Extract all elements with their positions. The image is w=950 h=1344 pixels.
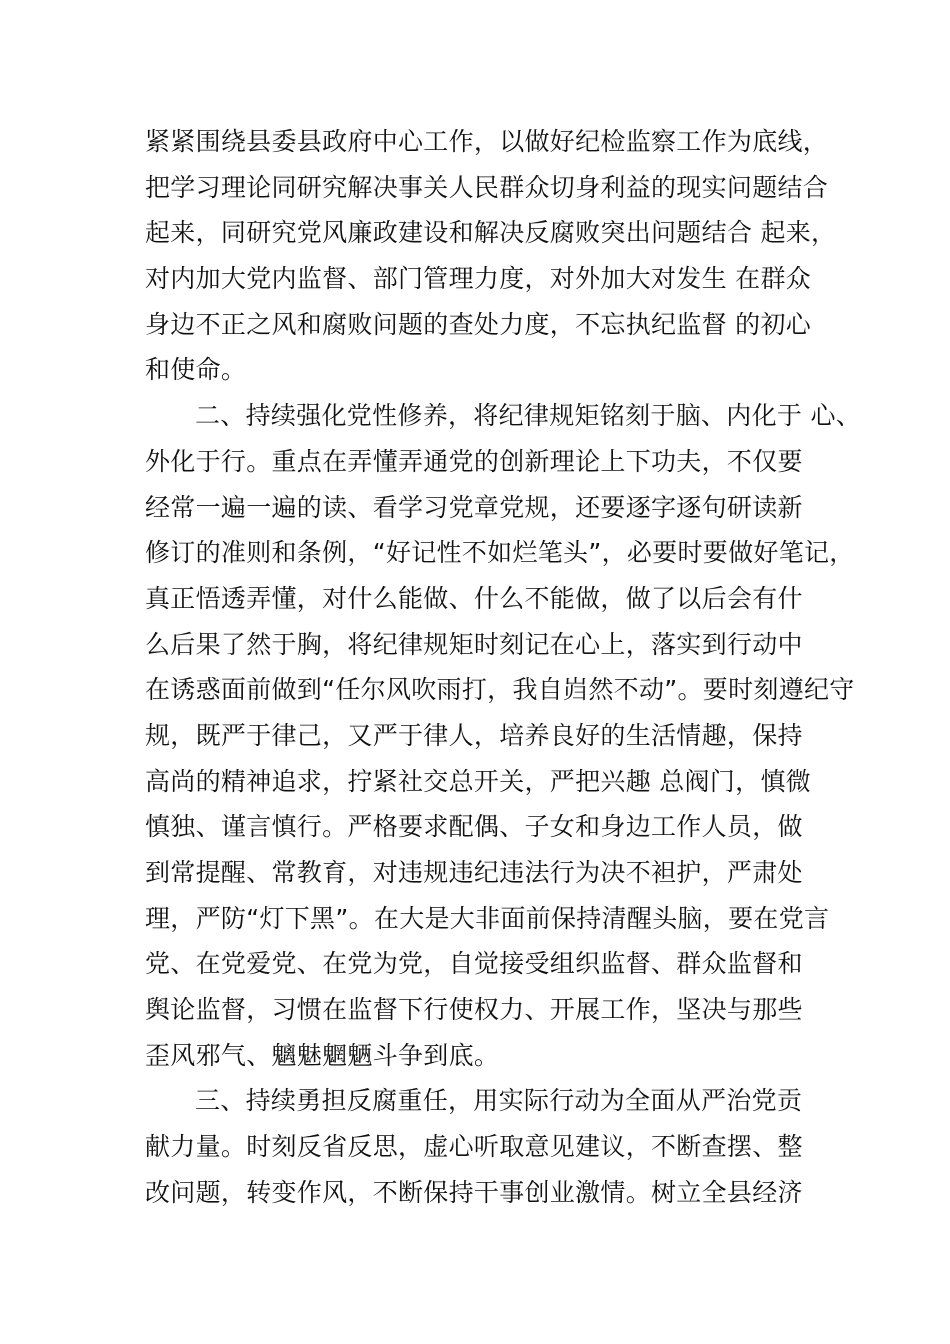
text-line: 外化于行。重点在弄懂弄通党的创新理论上下功夫，不仅要 xyxy=(145,446,803,476)
text-line: 舆论监督，习惯在监督下行使权力、开展工作，坚决与那些 xyxy=(145,995,803,1025)
text-line: 身边不正之风和腐败问题的查处力度，不忘执纪监督 的初心 xyxy=(145,309,812,339)
body-text xyxy=(145,119,862,1216)
text-line: 献力量。时刻反省反思，虚心听取意见建议，不断查摆、整 xyxy=(145,1132,803,1162)
text-line: 把学习理论同研究解决事关人民群众切身利益的现实问题结合 xyxy=(145,172,829,202)
text-line: 对内加大党内监督、部门管理力度，对外加大对发生 在群众 xyxy=(145,264,812,294)
text-line: 真正悟透弄懂，对什么能做、什么不能做，做了以后会有什 xyxy=(145,583,803,613)
text-line: 高尚的精神追求，拧紧社交总开关，严把兴趣 总阀门，慎微 xyxy=(145,766,812,796)
text-line: 理，严防“灯下黑”。在大是大非面前保持清醒头脑，要在党言 xyxy=(145,903,830,933)
text-line: 党、在党爱党、在党为党，自觉接受组织监督、群众监督和 xyxy=(145,949,803,979)
text-line: 起来，同研究党风廉政建设和解决反腐败突出问题结合 起来， xyxy=(145,218,837,248)
paragraph-start-line: 三、持续勇担反腐重任，用实际行动为全面从严治党贡 xyxy=(195,1086,803,1116)
text-line: 歪风邪气、魑魅魍魉斗争到底。 xyxy=(145,1040,500,1070)
text-line: 经常一遍一遍的读、看学习党章党规，还要逐字逐句研读新 xyxy=(145,492,803,522)
paragraph-start-line: 二、持续强化党性修养，将纪律规矩铭刻于脑、内化于 心、 xyxy=(195,401,862,431)
text-line: 到常提醒、常教育，对违规违纪违法行为决不袒护，严肃处 xyxy=(145,858,803,887)
text-line: 么后果了然于胸，将纪律规矩时刻记在心上，落实到行动中 xyxy=(145,629,803,659)
text-line: 紧紧围绕县委县政府中心工作，以做好纪检监察工作为底线， xyxy=(145,127,829,156)
text-line: 改问题，转变作风，不断保持干事创业激情。树立全县经济 xyxy=(145,1177,803,1207)
text-line: 在诱惑面前做到“任尔风吹雨打，我自岿然不动”。要时刻遵纪守 xyxy=(145,675,855,705)
text-line: 和使命。 xyxy=(145,355,247,385)
text-line: 规，既严于律己，又严于律人，培养良好的生活情趣，保持 xyxy=(145,720,803,750)
text-line: 慎独、谨言慎行。严格要求配偶、子女和身边工作人员，做 xyxy=(145,812,803,842)
text-line: 修订的准则和条例，“好记性不如烂笔头”，必要时要做好笔记， xyxy=(145,538,855,568)
